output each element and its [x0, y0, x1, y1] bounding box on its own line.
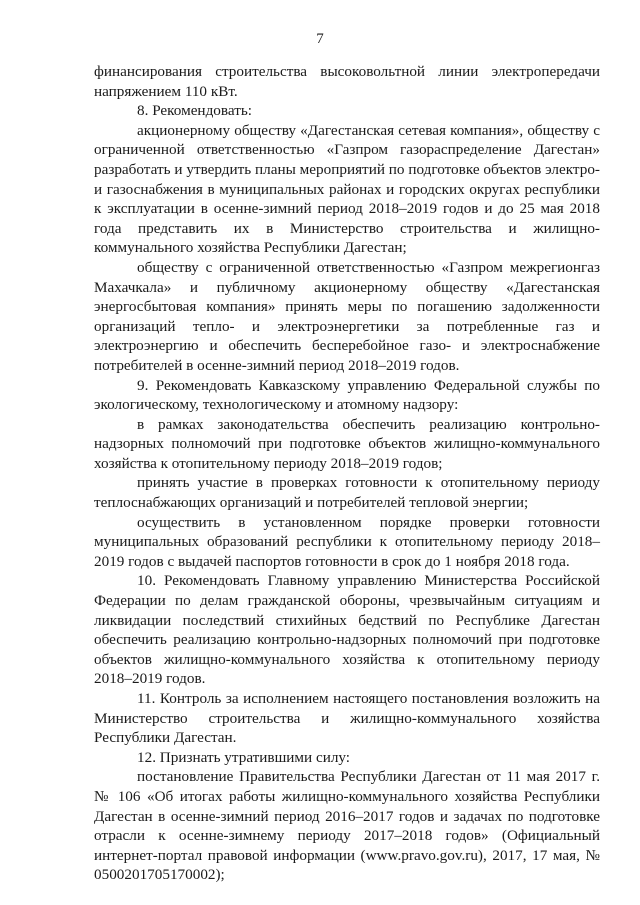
paragraph-financing: финансирования строительства высоковольтной линии электропередачи напряжением 110 кВт.	[94, 63, 600, 100]
document-body	[94, 62, 600, 885]
paragraph-item-9-supervision: в рамках законодательства обеспечить реализацию контрольно-надзорных полномочий при подготовке объектов жилищно-коммунального хозяйства к отопительному периоду 2018–2019 годов;	[94, 415, 600, 472]
paragraph-item-9-heading: 9. Рекомендовать Кавказскому управлению Федеральной службы по экологическому, технологическому и атомному надзору:	[94, 376, 600, 414]
paragraph-item-8-grid-company: акционерному обществу «Дагестанская сетевая компания», обществу с ограниченной ответственностью «Газпром газораспределение Дагестан» разработать и утвердить планы мероприятий по подготовке объектов электро- и газоснабжения в муниципальных районах и городских округах республики к эксплуатации в осенне-зимний период 2018–2019 годов и до 25 мая 2018 года представить их в Министерство строительства и жилищно-коммунального хозяйства Республики Дагестан;	[94, 121, 600, 257]
paragraph-item-8-gazprom: обществу с ограниченной ответственностью «Газпром межрегионгаз Махачкала» и публичному акционерному обществу «Дагестанская энергосбытовая компания» принять меры по погашению задолженности организаций тепло- и электроэнергетики за потребленные газ и электроэнергию и обеспечить бесперебойное газо- и электроснабжение потребителей в осенне-зимний период 2018–2019 годов.	[94, 258, 600, 374]
paragraph-item-12-resolution: постановление Правительства Республики Дагестан от 11 мая 2017 г. № 106 «Об итогах работы жилищно-коммунального хозяйства Республики Дагестан в осенне-зимний период 2016–2017 годов и задачах по подготовке отрасли к осенне-зимнему периоду 2017–2018 годов» (Официальный интернет-портал правовой информации (www.pravo.gov.ru), 2017, 17 мая, № 0500201705170002);	[94, 768, 600, 884]
paragraph-item-12-heading: 12. Признать утратившими силу:	[137, 748, 351, 766]
paragraph-item-9-checks: осуществить в установленном порядке проверки готовности муниципальных образований республики к отопительному периоду 2018–2019 годов с выдачей паспортов готовности в срок до 1 ноября 2018 года.	[94, 513, 600, 570]
paragraph-item-8-heading: 8. Рекомендовать:	[137, 102, 252, 120]
paragraph-item-9-inspections: принять участие в проверках готовности к отопительному периоду теплоснабжающих организаций и потребителей тепловой энергии;	[94, 474, 600, 512]
paragraph-item-10: 10. Рекомендовать Главному управлению Министерства Российской Федерации по делам гражданской обороны, чрезвычайным ситуациям и ликвидации последствий стихийных бедствий по Республике Дагестан обеспечить реализацию контрольно-надзорных полномочий при подготовке объектов жилищно-коммунального хозяйства к отопительному периоду 2018–2019 годов.	[94, 572, 600, 688]
page-number: 7	[316, 31, 324, 47]
paragraph-item-11: 11. Контроль за исполнением настоящего постановления возложить на Министерство строительства и жилищно-коммунального хозяйства Республики Дагестан.	[94, 690, 600, 747]
